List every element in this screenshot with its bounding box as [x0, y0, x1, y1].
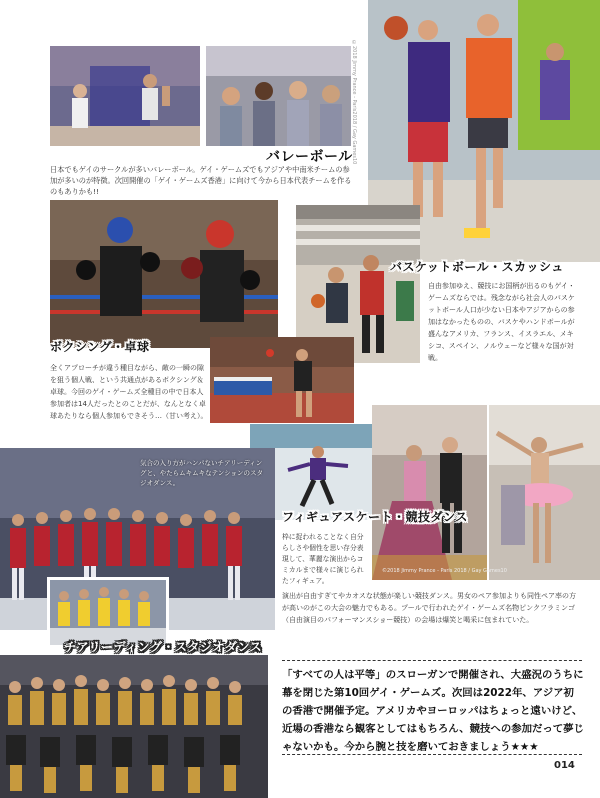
summary-bottom-rule [282, 754, 582, 755]
basketball-heading: バスケットボール・スカッシュ [390, 260, 564, 274]
figure-caption: 枠に捉われることなく自分らしさや個性を思い存分表現して、華麗な演出からコミカルまで様々に演じられたフィギュア。 [282, 533, 364, 585]
dance-photo-1 [372, 405, 487, 580]
volleyball-photo-2 [206, 46, 351, 146]
cheer-inset-photo [50, 580, 166, 645]
volleyball-text: 日本でもゲイのサークルが多いバレーボール。ゲイ・ゲームズでもアジアや中南米チームの参加が多いのが特徴。次回開催の「ゲイ・ゲームズ香港」に向けて今から日本代表チームを作るのもありかも!! [50, 165, 352, 196]
boxing-heading: ボクシング・卓球 [50, 340, 150, 354]
table-tennis-photo [210, 337, 354, 423]
boxing-photo [50, 200, 278, 348]
volleyball-heading: バレーボール [266, 149, 353, 165]
dance-photo-2 [489, 405, 600, 580]
dance-photo-credit: ©2018 Jimmy Prance - Paris 2018 / Gay Games10 [382, 568, 507, 574]
cheer-heading: チアリーディング・スタジオダンス [64, 640, 263, 654]
dance-text: 演出が自由すぎてやカオスな状態が楽しい競技ダンス。男女のペア参加よりも同性ペア率の方が高いのがこの大会の魅力でもある。プールで行われたゲイ・ゲームズ名物ピンクフラミンゴ（自由演目のパフォーマンスショー競技）の会場は爆笑と喝采に包まれていた。 [282, 592, 576, 624]
volleyball-photo-1 [50, 46, 200, 146]
summary-text: 「すべての人は平等」のスローガンで開催され、大盛況のうちに幕を閉じた第10回ゲイ・ゲームズ。次回は2022年、アジア初の香港で開催予定。アメリカやヨーロッパはちょっと遠いけど、近場の香港なら観客としてはもちろん、競技への参加だって夢じゃないかも。今から腕と技を磨いておきましょう★★★ [282, 669, 584, 753]
studio-dance-photo [0, 655, 268, 798]
page-number: 014 [554, 760, 575, 771]
boxing-text: 全くアプローチが違う種目ながら、敵の一瞬の隙を狙う個人戦、という共通点があるボクシング＆卓球。今回のゲイ・ゲームズ全種目の中で日本人参加者は14人だったとのことだが、なんとなく卓球あたりなら個人参加もできそう…（甘い考え）。 [50, 364, 208, 420]
side-photo-credit: ©2018 Jimmy Prance - Paris2018 / Gay Games10 [351, 40, 357, 165]
figure-heading: フィギュアスケート・競技ダンス [282, 510, 468, 524]
summary-top-rule [282, 660, 582, 661]
basketball-text: 自由参加ゆえ、競技にお国柄が出るのもゲイ・ゲームズならでは。残念ながら社会人のバスケットボール人口が少ない日本やアジアからの参加はなかったものの、バスケやハンドボールが盛んなアメリカ、フランス、イスラエル、メキシコ、スペイン、ノルウェーなど様々な国が対戦。 [428, 282, 575, 362]
cheer-caption: 気合の入り方がハンパないチアリーディングと、やたらムキムキなテンションのスタジオダンス。 [140, 459, 263, 487]
